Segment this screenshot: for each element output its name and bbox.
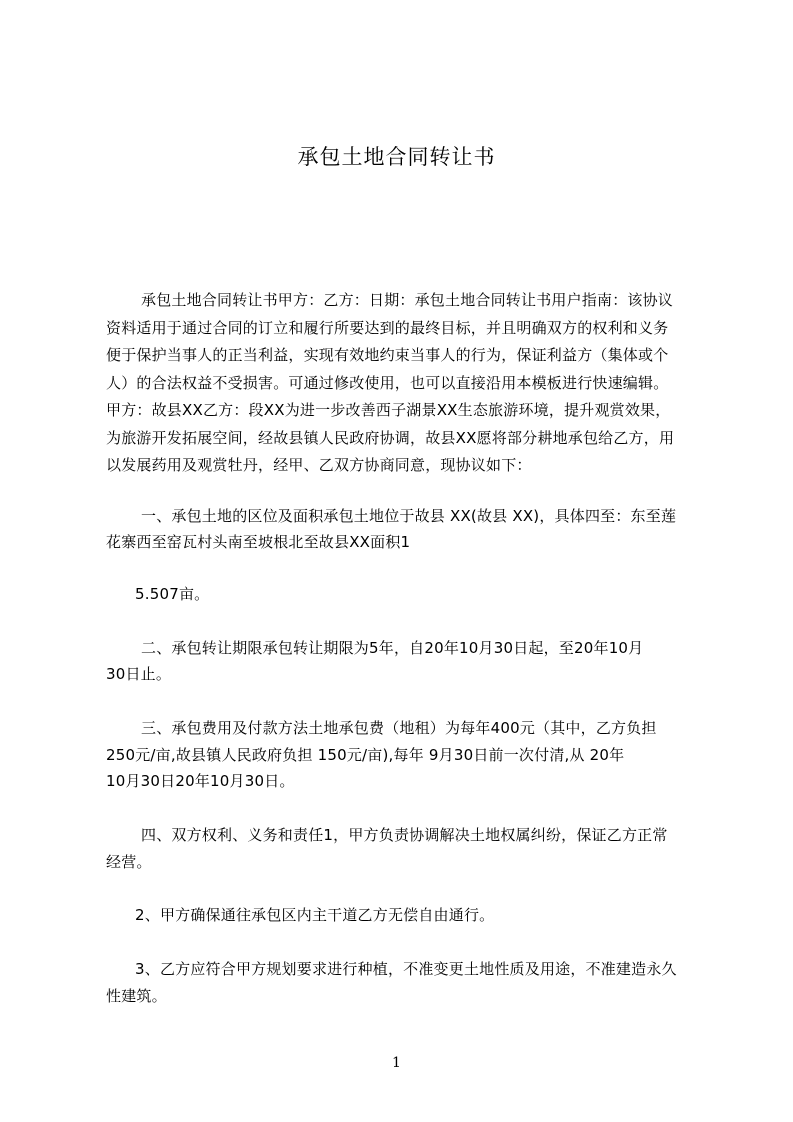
paragraph-line: 10月30日20年10月30日。 [106, 772, 295, 790]
paragraph-line: 性建筑。 [106, 987, 167, 1005]
paragraph-line: 2、甲方确保通往承包区内主干道乙方无偿自由通行。 [135, 906, 495, 924]
paragraph-line: 四、双方权利、义务和责任1，甲方负责协调解决土地权属纠纷，保证乙方正常 [141, 826, 668, 844]
paragraph-line: 250元/亩,故县镇人民政府负担 150元/亩),每年 9月30日前一次付清,从 20年 [106, 746, 625, 764]
paragraph-line: 30日止。 [106, 665, 172, 683]
paragraph-line: 以发展药用及观赏牡丹，经甲、乙双方协商同意，现协议如下： [106, 456, 532, 474]
paragraph-line: 三、承包费用及付款方法土地承包费（地租）为每年400元（其中，乙方负担 [141, 719, 657, 737]
paragraph-line: 人）的合法权益不受损害。可通过修改使用，也可以直接沿用本模板进行快速编辑。 [106, 374, 669, 392]
paragraph-line: 一、承包土地的区位及面积承包土地位于故县 XX(故县 XX)，具体四至：东至莲 [141, 507, 677, 525]
paragraph-line: 为旅游开发拓展空间，经故县镇人民政府协调，故县XX愿将部分耕地承包给乙方，用 [106, 429, 675, 447]
paragraph-line: 3、乙方应符合甲方规划要求进行种植，不准变更土地性质及用途，不准建造永久 [135, 960, 677, 978]
paragraph-line: 花寨西至窑瓦村头南至坡根北至故县XX面积1 [106, 533, 411, 551]
paragraph-line: 二、承包转让期限承包转让期限为5年，自20年10月30日起，至20年10月 [141, 639, 644, 657]
paragraph-line: 5.507亩。 [135, 585, 210, 603]
paragraph-line: 经营。 [106, 853, 152, 871]
paragraph-line: 便于保护当事人的正当利益，实现有效地约束当事人的行为，保证利益方（集体或个 [106, 346, 669, 364]
paragraph-line: 承包土地合同转让书甲方：乙方：日期：承包土地合同转让书用户指南：该协议 [141, 291, 674, 309]
page-number: 1 [392, 1055, 401, 1071]
paragraph-line: 资料适用于通过合同的订立和履行所要达到的最终目标，并且明确双方的权利和义务 [106, 319, 669, 337]
paragraph-line: 甲方：故县XX乙方：段XX为进一步改善西子湖景XX生态旅游环境，提升观赏效果， [106, 401, 671, 419]
document-title: 承包土地合同转让书 [297, 145, 496, 169]
